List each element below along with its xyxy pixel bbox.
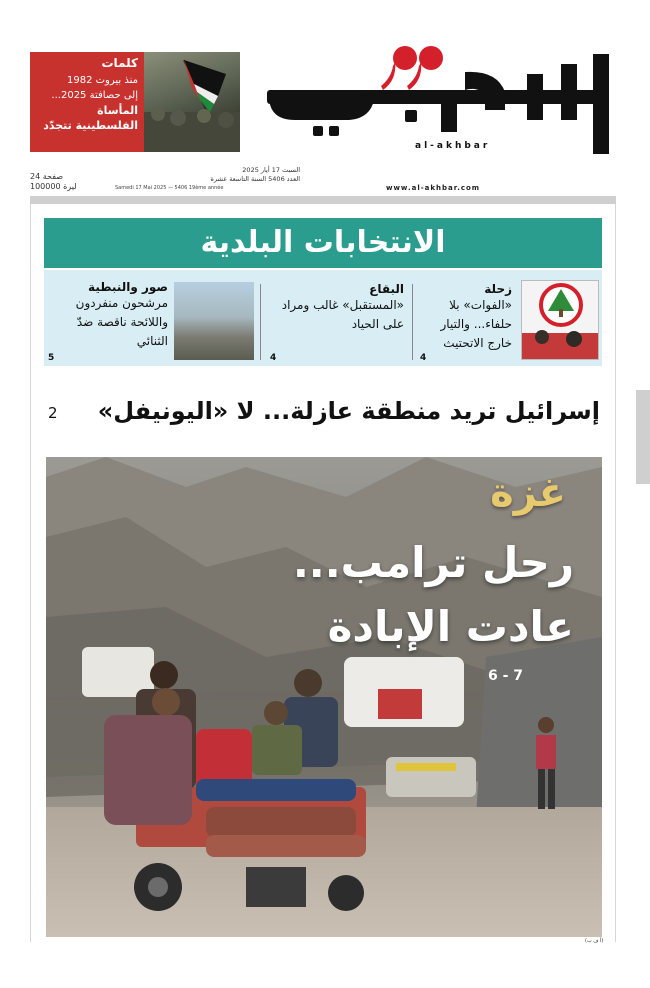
page-count: 24 صفحة <box>30 172 64 181</box>
palestinian-flag-icon <box>144 52 240 152</box>
story-text: «المستقبل» غالب ومراد على الحياد <box>281 298 404 331</box>
promo-box[interactable] <box>30 52 240 152</box>
site-url[interactable]: www.al-akhbar.com <box>386 184 481 192</box>
story-zahle[interactable] <box>416 270 516 366</box>
story-tyre[interactable] <box>44 270 172 366</box>
issue-number: العدد 5406 السنة التاسعة عشرة <box>210 175 300 183</box>
issue-date-latin: Samedi 17 Mai 2025 — 5406 19ème année <box>115 185 224 191</box>
scrollbar-thumb[interactable] <box>636 390 650 484</box>
column-divider <box>260 284 261 360</box>
photo-pages: 6 - 7 <box>488 668 524 684</box>
top-rule <box>30 196 616 204</box>
quote-mark-icon <box>381 46 443 90</box>
promo-line: إلى حصافتة 2025... <box>51 90 138 101</box>
tyre-photo[interactable] <box>174 282 254 360</box>
section-stories <box>44 270 602 366</box>
photo-kicker: غزة <box>490 470 566 516</box>
promo-line: الفلسطينية تتجدّد <box>43 119 138 132</box>
story-page: 4 <box>420 353 427 363</box>
photo-credit: (أ ف ب) <box>585 938 604 944</box>
promo-photo <box>144 52 240 152</box>
main-headline[interactable]: إسرائيل تريد منطقة عازلة... لا «اليونيفل» <box>97 397 600 425</box>
photo-title-line1[interactable]: رحل ترامب... <box>292 538 574 587</box>
story-page: 4 <box>270 353 277 363</box>
cedar-logo-icon <box>522 281 599 360</box>
story-bekaa[interactable] <box>266 270 410 366</box>
zahle-photo[interactable] <box>521 280 599 360</box>
promo-line: المأساة <box>97 104 138 117</box>
promo-line: منذ بيروت 1982 <box>67 75 138 86</box>
section-banner[interactable]: الانتخابات البلدية <box>44 218 602 268</box>
issue-meta <box>30 172 77 192</box>
masthead-logo[interactable] <box>265 40 625 158</box>
story-text: مرشحون منفردون واللائحة ناقصة ضدّ الثنائي <box>75 296 168 348</box>
price: 100000 ليرة <box>30 182 77 191</box>
story-page: 5 <box>48 353 55 363</box>
logo-strokes <box>267 54 609 154</box>
promo-kicker: كلمات <box>101 56 138 70</box>
issue-dateline <box>200 166 300 184</box>
story-text: «الفوات» بلا حلفاء... والتيار خارج الاتحتيث <box>440 298 512 350</box>
story-kicker: زحلة <box>484 282 512 296</box>
issue-date: السبت 17 أيار 2025 <box>242 166 300 174</box>
promo-text <box>30 52 144 152</box>
story-kicker: صور والنبطية <box>88 280 168 294</box>
story-kicker: البقاع <box>369 282 404 296</box>
lead-photo[interactable] <box>46 457 602 937</box>
photo-title-line2[interactable]: عادت الإبادة <box>327 602 574 651</box>
column-divider <box>412 284 413 360</box>
headline-page: 2 <box>48 404 58 422</box>
gaza-cart-photo <box>46 457 602 937</box>
logo-latin: al-akhbar <box>415 141 491 151</box>
